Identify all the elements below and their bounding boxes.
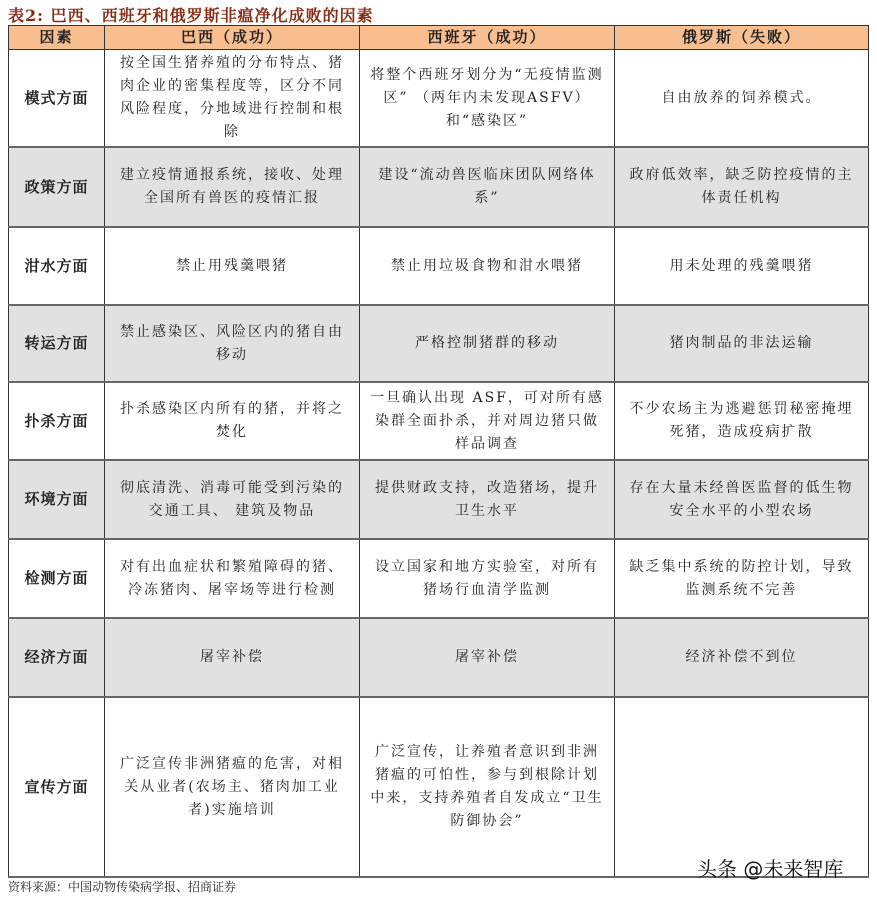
brazil-cell: 屠宰补偿 xyxy=(105,618,360,697)
brazil-cell: 扑杀感染区内所有的猪，并将之焚化 xyxy=(105,382,360,460)
table-row xyxy=(9,539,869,618)
spain-cell: 广泛宣传，让养殖者意识到非洲猪瘟的可怕性，参与到根除计划中来，支持养殖者自发成立“卫生防御协会” xyxy=(360,697,615,877)
factor-cell: 政策方面 xyxy=(9,147,105,227)
brazil-cell: 禁止用残羹喂猪 xyxy=(105,227,360,305)
russia-cell: 存在大量未经兽医监督的低生物安全水平的小型农场 xyxy=(615,460,869,539)
header-russia: 俄罗斯（失败） xyxy=(615,26,869,50)
table-row xyxy=(9,697,869,877)
factor-cell: 泔水方面 xyxy=(9,227,105,305)
table-row xyxy=(9,147,869,227)
table-row xyxy=(9,618,869,697)
spain-cell: 提供财政支持，改造猪场，提升卫生水平 xyxy=(360,460,615,539)
table-row xyxy=(9,227,869,305)
russia-cell: 政府低效率，缺乏防控疫情的主体责任机构 xyxy=(615,147,869,227)
factor-cell: 宣传方面 xyxy=(9,697,105,877)
watermark: 头条 @未来智库 xyxy=(697,857,844,881)
factor-cell: 转运方面 xyxy=(9,305,105,382)
source-note: 资料来源：中国动物传染病学报、招商证券 xyxy=(8,880,237,894)
russia-cell: 不少农场主为逃避惩罚秘密掩埋死猪，造成疫病扩散 xyxy=(615,382,869,460)
russia-cell: 缺乏集中系统的防控计划，导致监测系统不完善 xyxy=(615,539,869,618)
comparison-table xyxy=(8,25,869,878)
russia-cell: 自由放养的饲养模式。 xyxy=(615,50,869,148)
russia-cell: 用未处理的残羹喂猪 xyxy=(615,227,869,305)
header-row xyxy=(9,26,869,50)
factor-cell: 经济方面 xyxy=(9,618,105,697)
brazil-cell: 按全国生猪养殖的分布特点、猪肉企业的密集程度等，区分不同风险程度，分地域进行控制和根除 xyxy=(105,50,360,148)
table-row xyxy=(9,50,869,148)
factor-cell: 检测方面 xyxy=(9,539,105,618)
spain-cell: 将整个西班牙划分为“无疫情监测区” （两年内未发现ASFV）和“感染区” xyxy=(360,50,615,148)
table-row xyxy=(9,460,869,539)
brazil-cell: 对有出血症状和繁殖障碍的猪、冷冻猪肉、屠宰场等进行检测 xyxy=(105,539,360,618)
spain-cell: 一旦确认出现 ASF，可对所有感染群全面扑杀，并对周边猪只做样品调查 xyxy=(360,382,615,460)
brazil-cell: 禁止感染区、风险区内的猪自由移动 xyxy=(105,305,360,382)
spain-cell: 建设“流动兽医临床团队网络体系” xyxy=(360,147,615,227)
brazil-cell: 彻底清洗、消毒可能受到污染的交通工具、 建筑及物品 xyxy=(105,460,360,539)
spain-cell: 设立国家和地方实验室，对所有猪场行血清学监测 xyxy=(360,539,615,618)
brazil-cell: 广泛宣传非洲猪瘟的危害，对相关从业者(农场主、猪肉加工业者)实施培训 xyxy=(105,697,360,877)
header-spain: 西班牙（成功） xyxy=(360,26,615,50)
factor-cell: 模式方面 xyxy=(9,50,105,148)
table-title: 表2: 巴西、西班牙和俄罗斯非瘟净化成败的因素 xyxy=(8,6,374,25)
spain-cell: 屠宰补偿 xyxy=(360,618,615,697)
brazil-cell: 建立疫情通报系统，接收、处理全国所有兽医的疫情汇报 xyxy=(105,147,360,227)
factor-cell: 环境方面 xyxy=(9,460,105,539)
spain-cell: 严格控制猪群的移动 xyxy=(360,305,615,382)
russia-cell xyxy=(615,697,869,877)
table-row xyxy=(9,305,869,382)
russia-cell: 猪肉制品的非法运输 xyxy=(615,305,869,382)
russia-cell: 经济补偿不到位 xyxy=(615,618,869,697)
table-row xyxy=(9,382,869,460)
header-brazil: 巴西（成功） xyxy=(105,26,360,50)
spain-cell: 禁止用垃圾食物和泔水喂猪 xyxy=(360,227,615,305)
header-factor: 因素 xyxy=(9,26,105,50)
factor-cell: 扑杀方面 xyxy=(9,382,105,460)
